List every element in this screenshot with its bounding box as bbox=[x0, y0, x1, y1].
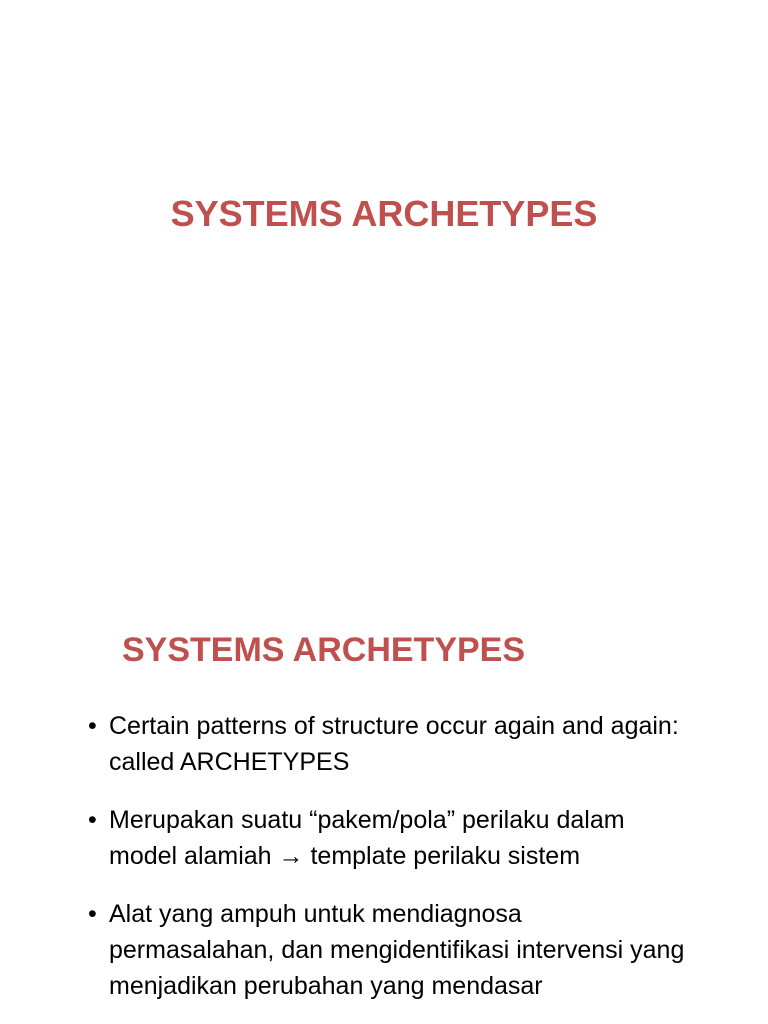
bullet-item bbox=[88, 896, 688, 1004]
bullet-dot-icon: • bbox=[88, 712, 97, 740]
bullet-item bbox=[88, 802, 688, 874]
bullet-dot-icon: • bbox=[88, 900, 97, 928]
bullet-dot-icon: • bbox=[88, 806, 97, 834]
slide-2-title: SYSTEMS ARCHETYPES bbox=[122, 631, 526, 669]
slide-1-title: SYSTEMS ARCHETYPES bbox=[170, 193, 598, 234]
slide-2 bbox=[0, 576, 768, 1024]
bullet-item bbox=[88, 708, 688, 780]
bullet-text: Merupakan suatu “pakem/pola” perilaku dalam model alamiah → template perilaku sistem bbox=[109, 806, 625, 870]
bullet-text: Alat yang ampuh untuk mendiagnosa permasalahan, dan mengidentifikasi intervensi yang menjadikan perubahan yang mendasar bbox=[109, 900, 685, 1000]
bullet-text: Certain patterns of structure occur again and again: called ARCHETYPES bbox=[109, 712, 679, 776]
bullet-list bbox=[88, 708, 688, 1024]
